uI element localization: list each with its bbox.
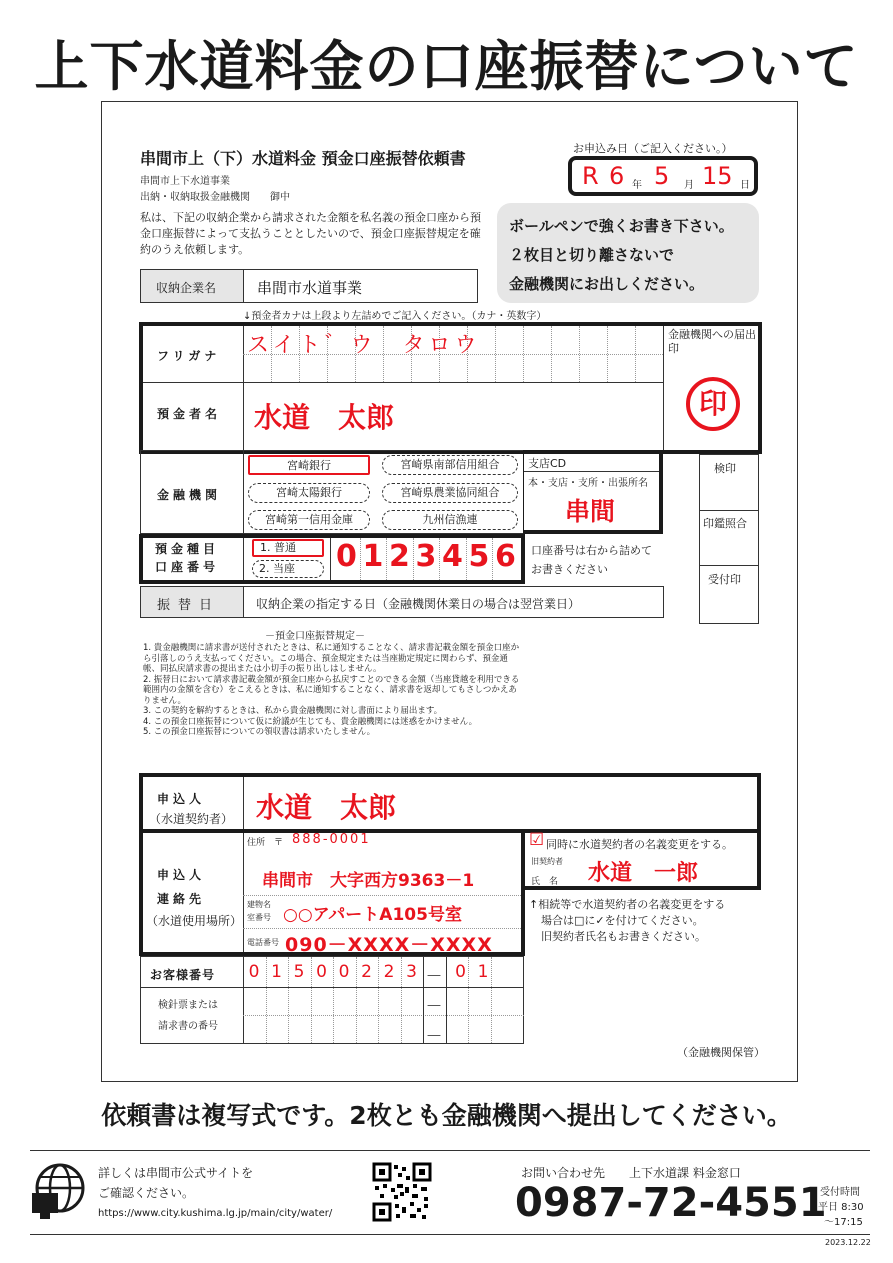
furigana-value: スイト゛ウ タロウ <box>247 333 481 358</box>
globe-computer-icon <box>30 1163 90 1221</box>
old-name-value: 水道 一郎 <box>588 861 699 886</box>
addressee-2: 出納・収納取扱金融機関 御中 <box>140 192 290 203</box>
customer-digit: 2 <box>383 962 395 982</box>
account-type-label: 預金種目 <box>155 542 220 556</box>
date-year: 6 <box>609 162 625 190</box>
account-digit: 1 <box>362 539 384 574</box>
seal-label: 金融機関への届出印 <box>668 328 756 355</box>
transfer-day-label: 振替日 <box>157 598 221 613</box>
account-type-1[interactable]: 1. 普通 <box>252 539 324 557</box>
customer-suffix-digit: 1 <box>477 962 489 982</box>
customer-suffix-digit: 0 <box>455 962 466 982</box>
notice-line-2: ２枚目と切り離さないで <box>509 246 675 264</box>
customer-digit: 0 <box>316 962 327 982</box>
intro-text: 私は、下記の収納企業から請求された金額を私名義の預金口座から預金口座振替によって支払うこととしたいので、預金口座振替規定を確約のうえ依頼します。 <box>140 211 481 256</box>
form-heading: 串間市上（下）水道料金 預金口座振替依頼書 <box>140 149 466 168</box>
customer-digit: 1 <box>271 962 282 982</box>
stamp-label-3: 受付印 <box>708 573 741 586</box>
rule-1: 1. 貴金融機関に請求書が送付されたときは、私に通知することなく、請求書記載金額を預金口座から引落しのうえ支払ってください。この場合、預金規定または当座勘定規定に関わらず、預金通帳、同払戻請求書の提出または小切手の振り出しはしません。 <box>143 643 520 674</box>
bank-option-6[interactable]: 九州信漁連 <box>382 510 518 530</box>
phone-label: 電話番号 <box>247 938 279 947</box>
bank-label: 金融機関 <box>157 488 222 502</box>
hours-label: 受付時間 <box>820 1187 860 1198</box>
issue-date: 2023.12.22 <box>825 1238 871 1247</box>
customer-dash: － <box>425 1027 443 1047</box>
seal-icon: 印 <box>686 377 740 431</box>
stamp-label-2: 印鑑照合 <box>703 517 747 530</box>
customer-digit: 2 <box>361 962 372 982</box>
rules-title: －預金口座振替規定－ <box>265 631 365 642</box>
account-digit: 4 <box>442 539 463 574</box>
bank-option-1[interactable]: 宮崎銀行 <box>248 455 370 475</box>
date-day-unit: 日 <box>740 180 750 191</box>
furigana-label: フリガナ <box>157 349 221 363</box>
customer-digit: 5 <box>293 962 305 982</box>
transfer-day-label-cell <box>140 586 244 618</box>
footer-url[interactable]: https://www.city.kushima.lg.jp/main/city/water/ <box>98 1208 333 1219</box>
kana-grid-line <box>635 326 636 382</box>
rules-list <box>143 643 523 738</box>
date-box <box>568 156 758 196</box>
kana-grid-line <box>495 326 496 382</box>
hours-open: 平日 8:30 <box>818 1202 864 1213</box>
customer-digit: 3 <box>406 962 417 982</box>
account-digit: 6 <box>495 539 516 574</box>
account-grid-line <box>492 538 493 580</box>
account-grid-line <box>439 538 440 580</box>
rule-3: 3. この契約を解約するときは、私から貴金融機関に対し書面により届出ます。 <box>143 706 443 716</box>
notice-box <box>497 203 759 303</box>
name-change-checkbox[interactable]: ☑ <box>529 830 545 850</box>
applicant-value: 水道 太郎 <box>256 791 397 824</box>
contact-label-1: 申込人 <box>157 868 206 882</box>
postal-code: 888-0001 <box>292 832 371 847</box>
date-day: 15 <box>702 162 733 190</box>
contact-label-2: 連絡先 <box>157 892 206 906</box>
transfer-day-value: 収納企業の指定する日（金融機関休業日の場合は翌営業日） <box>256 597 581 611</box>
date-label: お申込み日（ご記入ください。） <box>573 142 733 155</box>
old-name-label-2: 氏 名 <box>531 877 559 887</box>
branch-cd-label: 支店CD <box>528 457 567 470</box>
keep-note: （金融機関保管） <box>677 1046 765 1059</box>
date-month: 5 <box>654 162 670 190</box>
account-grid-line <box>466 538 467 580</box>
footer-detail-1: 詳しくは串間市公式サイトを <box>98 1166 254 1180</box>
building-label-2: 室番号 <box>247 913 271 922</box>
phone-value: 090－XXXX－XXXX <box>285 934 493 956</box>
bank-option-2[interactable]: 宮崎県南部信用組合 <box>382 455 518 475</box>
rule-5: 5. この預金口座振替についての領収書は請求いたしません。 <box>143 727 376 737</box>
rule-2: 2. 振替日において請求書記載金額が預金口座から払戻すことのできる金額（当座貸越を利用できる範囲内の金額を含む）をこえるときは、私に通知することなく、請求書を返却してもさしつかえありません。 <box>143 674 520 706</box>
account-digit: 5 <box>468 539 490 574</box>
building-value: ○○アパートA105号室 <box>283 905 462 925</box>
contact-label-3: （水道使用場所） <box>146 914 243 928</box>
hours-close: ～17:15 <box>824 1217 863 1228</box>
date-month-unit: 月 <box>684 180 694 191</box>
depositor-value: 水道 太郎 <box>254 401 395 434</box>
company-value-cell <box>243 269 478 303</box>
bank-option-3[interactable]: 宮崎太陽銀行 <box>248 483 370 503</box>
customer-grid-line <box>446 957 447 1043</box>
bank-option-5[interactable]: 宮崎第一信用金庫 <box>248 510 370 530</box>
kana-grid-line <box>523 326 524 382</box>
company-label-cell <box>140 269 244 303</box>
applicant-sublabel: （水道契約者） <box>149 812 234 826</box>
account-number-label: 口座番号 <box>155 560 220 574</box>
stamp-column <box>699 454 759 624</box>
meter-label-1: 検針票または <box>158 1000 218 1011</box>
rule-4: 4. この預金口座振替について仮に紛議が生じても、貴金融機関には迷惑をかけません。 <box>143 716 478 727</box>
address-label: 住所 〒 <box>247 838 284 848</box>
customer-dash: － <box>425 997 443 1017</box>
account-digit: 2 <box>389 539 410 574</box>
notice-line-3: 金融機関にお出しください。 <box>509 275 705 293</box>
customer-number-label: お客様番号 <box>150 968 216 982</box>
bottom-notice: 依頼書は複写式です。2枚とも金融機関へ提出してください。 <box>101 1101 792 1130</box>
address-value: 串間市 大字西方9363－1 <box>262 871 475 891</box>
customer-dash: － <box>425 967 443 987</box>
kana-note: ↓預金者カナは上段より左詰めでご記入ください。（カナ・英数字） <box>243 311 547 322</box>
inquiry-label: お問い合わせ先 上下水道課 料金窓口 <box>521 1166 741 1180</box>
addressee-1: 串間市上下水道事業 <box>140 176 230 187</box>
date-era: R <box>582 162 599 190</box>
date-year-unit: 年 <box>632 180 642 191</box>
account-grid-line <box>360 538 361 580</box>
customer-digit: 0 <box>338 962 350 982</box>
account-digit: 3 <box>415 539 437 574</box>
applicant-label: 申込人 <box>157 792 206 806</box>
old-name-label-1: 旧契約者 <box>531 857 563 866</box>
kana-grid-line <box>551 326 552 382</box>
inquiry-phone: 0987-72-4551 <box>515 1180 827 1226</box>
qr-code-icon[interactable] <box>372 1162 432 1222</box>
kana-grid-line <box>607 326 608 382</box>
inherit-note-1: ↑相続等で水道契約者の名義変更をする <box>529 898 726 911</box>
inherit-note-3: 旧契約者氏名もお書きください。 <box>541 930 706 943</box>
bank-option-4[interactable]: 宮崎県農業協同組合 <box>382 483 518 503</box>
account-note-1: 口座番号は右から詰めて <box>531 544 652 557</box>
notice-line-1: ボールペンで強くお書き下さい。 <box>509 217 734 235</box>
depositor-label: 預金者名 <box>157 407 222 421</box>
branch-value: 串間 <box>565 497 616 526</box>
account-type-2[interactable]: 2. 当座 <box>252 560 324 578</box>
kana-grid-line <box>579 326 580 382</box>
company-label: 収納企業名 <box>156 281 217 295</box>
building-label-1: 建物名 <box>247 900 271 909</box>
meter-label-2: 請求書の番号 <box>158 1021 218 1032</box>
footer-detail-2: ご確認ください。 <box>98 1186 195 1200</box>
account-digit: 0 <box>336 539 357 574</box>
name-change-label: 同時に水道契約者の名義変更をする。 <box>546 838 733 851</box>
account-grid-line <box>386 538 387 580</box>
page-title: 上下水道料金の口座振替について <box>34 35 859 98</box>
customer-digit: 0 <box>248 962 260 982</box>
inherit-note-2: 場合は□に✓を付けてください。 <box>541 914 704 927</box>
account-grid-line <box>413 538 414 580</box>
stamp-label-1: 検印 <box>714 462 736 475</box>
transfer-day-value-cell <box>243 586 664 618</box>
account-note-2: お書きください <box>531 563 608 576</box>
company-value: 串間市水道事業 <box>257 279 363 297</box>
branch-name-label: 本・支店・支所・出張所名 <box>528 478 648 489</box>
